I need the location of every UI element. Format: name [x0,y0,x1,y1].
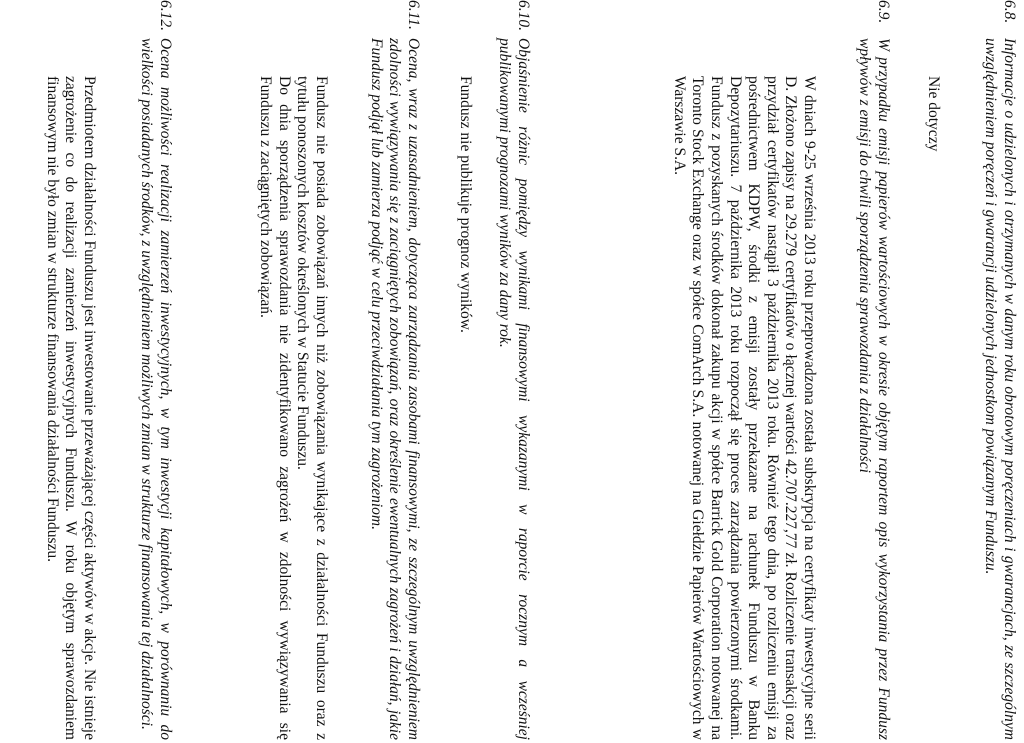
paragraph: Nie dotyczy [925,76,942,152]
section-heading: Ocena, wraz z uzasadnieniem, dotycząca zarządzania zasobami finansowymi, ze szczególnym uwzględnieniem zdolności wywiązywania się z zaciągniętych zobowiązań, oraz określenie ewentualnych zagrożeń i działań, jakie Fundusz podjął lub zamierza podjąć w celu przeciwdziałania tym zagrożeniom. [367,38,422,740]
section-heading: Objaśnienie różnic pomiędzy wynikami finansowymi wykazanymi w raporcie rocznym a wcześniej publikowanymi prognozami wyników za dany rok. [496,38,532,740]
section-body [669,76,818,740]
section-number: 6.10. [515,0,532,31]
section-number: 6.8. [1001,0,1018,24]
paragraph: W dniach 9-25 września 2013 roku przeprowadzona została subskrypcja na certyfikaty inwestycyjne serii D. Złożono zapisy na 29.279 certyfikatów o łącznej wartości 42.707.227,77 zł. Rozliczenie transakcji oraz przydział certyfikatów nastąpił 3 października 2013 roku. Również tego dnia, po rozliczeniu emisji za pośrednictwem KDPW, środki z emisji zostały przekazane na rachunek Funduszu w Banku Depozytariuszu. 7 października 2013 roku rozpoczął się proces zarządzania powierzonymi środkami. Fundusz z pozyskanych środków dokonał zakupu akcji w spółce Barrick Gold Corporation notowanej na Toronto Stock Exchange oraz w spółce ComArch S.A. notowanej na Giełdzie Papierów Wartościowych w Warszawie S.A. [670,76,818,740]
section-body [256,76,330,740]
paragraph: Do dnia sporządzenia sprawozdania nie zidentyfikowano zagrożeń w zdolności wywiązywania się Funduszu z zaciągniętych zobowiązań. [257,76,293,740]
section-heading: Ocena możliwości realizacji zamierzeń inwestycyjnych, w tym inwestycji kapitałowych, w porównaniu do wielkości posiadanych środków, z uwzględnieniem możliwych zmian w strukturze finansowania tej działalności. [138,38,174,740]
paragraph: Fundusz nie publikuje prognoz wyników. [457,76,474,333]
paragraph: Przedmiotem działalności Funduszu jest inwestowanie przeważającej części aktywów w akcje. Nie istnieje zagrożenie co do realizacji zamierzeń inwestycyjnych Funduszu. W roku objętym sprawozdaniem finansowym nie było zmian w strukturze finansowania działalności Funduszu. [43,76,98,740]
section-body [42,76,98,740]
section-number: 6.9. [875,0,892,24]
section-heading: Informacje o udzielonych i otrzymanych w danym roku obrotowym poręczeniach i gwarancjach, ze szczególnym uwzględnieniem poręczeń i gwarancji udzielonych jednostkom powiązanym Funduszu. [982,38,1018,740]
section-number: 6.11. [405,0,422,30]
section-body [455,76,474,740]
section-heading: W przypadku emisji papierów wartościowych w okresie objętym raportem opis wykorzystania przez Fundusz wpływów z emisji do chwili sporządzenia sprawozdania z działalności [856,38,892,740]
section-body [923,76,942,740]
section-number: 6.12. [157,0,174,31]
paragraph: Fundusz nie posiada zobowiązań innych niż zobowiązania wynikające z działalności Funduszu oraz z tytułu ponoszonych kosztów określonych w Statucie Funduszu. [294,76,330,740]
